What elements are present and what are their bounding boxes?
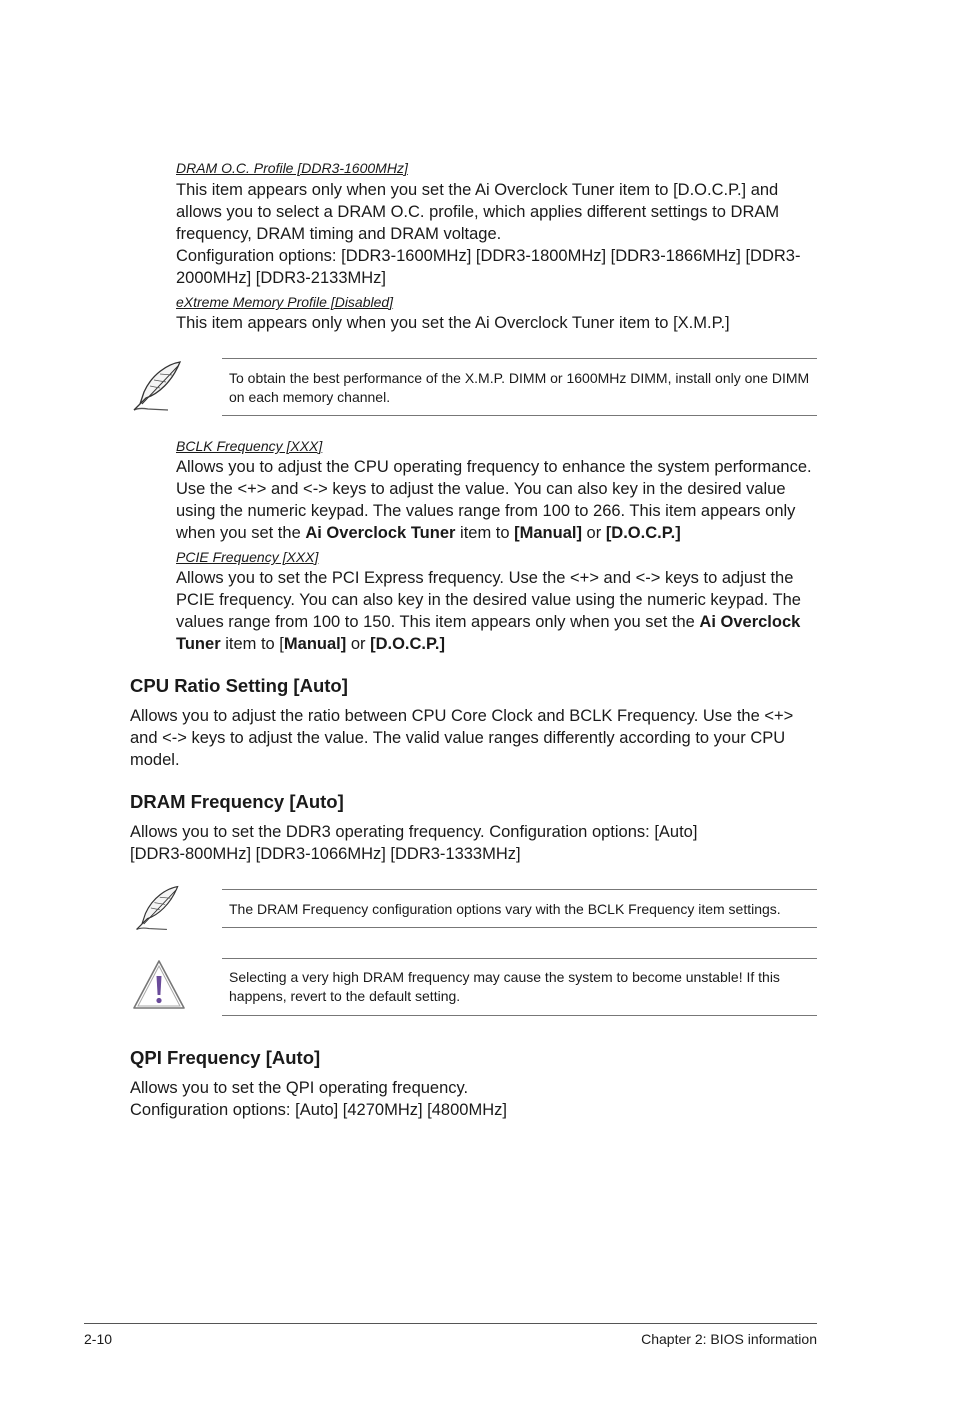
paragraph-cpu-ratio: Allows you to adjust the ratio between CPU Core Clock and BCLK Frequency. Use the <+> and <-> keys to adjust the value. The valid value ranges differently according to your CPU model.	[130, 707, 794, 769]
note-box-xmp	[130, 352, 820, 422]
heading-dram-frequency: DRAM Frequency [Auto]	[130, 791, 344, 812]
note-text-xmp: To obtain the best performance of the X.M.P. DIMM or 1600MHz DIMM, install only one DIMM on each memory channel.	[229, 370, 810, 405]
paragraph-qpi-frequency: Allows you to set the QPI operating frequency.	[130, 1079, 469, 1097]
caution-text: Selecting a very high DRAM frequency may cause the system to become unstable! If this happens, revert to the default setting.	[229, 969, 780, 1004]
caution-rule-top	[222, 958, 817, 959]
paragraph-dram-frequency: Allows you to set the DDR3 operating frequency. Configuration options: [Auto] [DDR3-800MHz] [DDR3-1066MHz] [DDR3-1333MHz]	[130, 823, 698, 863]
caution-box-dram-frequency	[130, 952, 820, 1022]
item-title-bclk: BCLK Frequency [XXX]	[176, 438, 323, 454]
item-title-xmp: eXtreme Memory Profile [Disabled]	[176, 294, 394, 310]
footer-rule	[84, 1323, 817, 1324]
chapter-title: Chapter 2: BIOS information	[641, 1331, 817, 1347]
paragraph-dram-oc-profile: This item appears only when you set the Ai Overclock Tuner item to [D.O.C.P.] and allows you to select a DRAM O.C. profile, which applies different settings to DRAM frequency, DRAM timing and DRAM voltage.	[176, 181, 780, 243]
heading-cpu-ratio: CPU Ratio Setting [Auto]	[130, 675, 348, 696]
paragraph-bclk: Allows you to adjust the CPU operating frequency to enhance the system performance. Use the <+> and <-> keys to adjust the value. You can also key in the desired value using the numeric keypad. The values range from 100 to 266. This item appears only when you set the Ai Overclock Tuner item to [Manual] or [D.O.C.P.]	[176, 458, 812, 542]
feather-quill-icon	[130, 358, 186, 419]
note-rule-bottom	[222, 415, 817, 416]
note-rule-bottom	[222, 927, 817, 928]
note-rule-top	[222, 358, 817, 359]
note-text-dram-frequency: The DRAM Frequency configuration options vary with the BCLK Frequency item settings.	[229, 901, 781, 917]
note-box-dram-frequency	[130, 883, 820, 933]
paragraph-qpi-options: Configuration options: [Auto] [4270MHz] [4800MHz]	[130, 1101, 507, 1119]
warning-triangle-icon	[130, 956, 188, 1019]
page-number: 2-10	[84, 1331, 113, 1347]
paragraph-xmp: This item appears only when you set the Ai Overclock Tuner item to [X.M.P.]	[176, 314, 730, 332]
item-title-dram-oc-profile: DRAM O.C. Profile [DDR3-1600MHz]	[176, 160, 408, 176]
caution-rule-bottom	[222, 1015, 817, 1016]
paragraph-dram-oc-options: Configuration options: [DDR3-1600MHz] [DDR3-1800MHz] [DDR3-1866MHz] [DDR3-2000MHz] [DDR3-2133MHz]	[176, 247, 801, 287]
note-rule-top	[222, 889, 817, 890]
item-title-pcie: PCIE Frequency [XXX]	[176, 549, 319, 565]
heading-qpi-frequency: QPI Frequency [Auto]	[130, 1047, 321, 1068]
paragraph-pcie: Allows you to set the PCI Express frequency. Use the <+> and <-> keys to adjust the PCIE frequency. You can also key in the desired value using the numeric keypad. The values range from 100 to 150. This item appears only when you set the Ai Overclock Tuner item to [Manual] or [D.O.C.P.]	[176, 569, 801, 653]
feather-quill-icon	[130, 883, 186, 938]
